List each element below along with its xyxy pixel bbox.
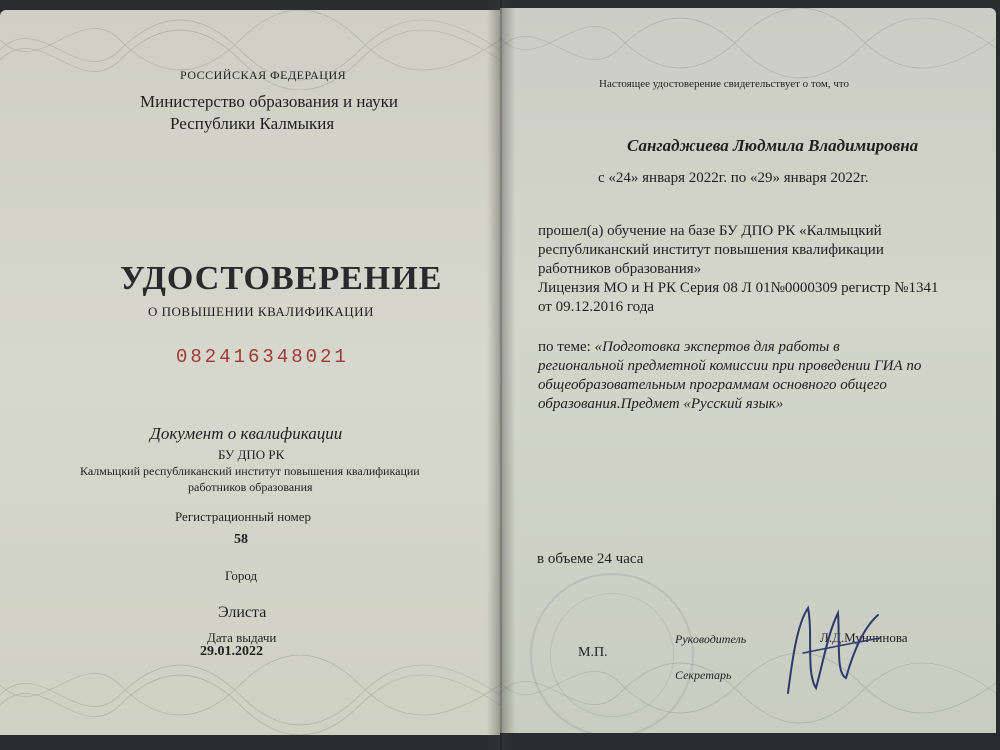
training-details [538, 222, 978, 317]
topic-line: региональной предметной комиссии при проведении ГИА по [538, 358, 922, 374]
topic-line: «Подготовка экспертов для работы в [594, 339, 840, 355]
book-spine [487, 0, 515, 750]
issue-date-value: 29.01.2022 [200, 644, 263, 659]
training-period: с «24» января 2022г. по «29» января 2022г. [598, 170, 869, 186]
registration-number-label: Регистрационный номер [175, 509, 311, 524]
signature-image [768, 593, 888, 703]
organization-full-name-line2: работников образования [188, 480, 313, 494]
training-line: прошел(а) обучение на базе БУ ДПО РК «Калмыцкий [538, 223, 882, 239]
training-line: от 09.12.2016 года [538, 299, 654, 315]
republic-name: Республики Калмыкия [170, 114, 335, 133]
topic-prefix: по теме: [538, 339, 595, 355]
training-line: Лицензия МО и Н РК Серия 08 Л 01№0000309 регистр №1341 [538, 280, 939, 296]
serial-number: 082416348021 [176, 346, 349, 368]
certificate-intro: Настоящее удостоверение свидетельствует о том, что [599, 78, 850, 90]
country-heading: РОССИЙСКАЯ ФЕДЕРАЦИЯ [180, 68, 347, 82]
city-label: Город [225, 568, 258, 583]
training-volume: в объеме 24 часа [537, 551, 644, 567]
organization-short-name: БУ ДПО РК [218, 447, 285, 462]
holder-name: Сангаджиева Людмила Владимировна [627, 136, 919, 155]
issue-date-label: Дата выдачи [207, 630, 277, 645]
document-title: УДОСТОВЕРЕНИЕ [120, 260, 443, 297]
stamp-watermark [530, 573, 694, 733]
training-line: работников образования» [538, 261, 702, 277]
training-line: республиканский институт повышения квалификации [538, 242, 884, 258]
guilloche-border-top [500, 8, 996, 88]
qualification-document-label: Документ о квалификации [150, 424, 343, 443]
document-subtitle: О ПОВЫШЕНИИ КВАЛИФИКАЦИИ [148, 304, 374, 319]
training-topic [538, 338, 978, 414]
registration-number-value: 58 [234, 532, 248, 547]
topic-line: общеобразовательным программам основного общего [538, 377, 887, 393]
ministry-name: Министерство образования и науки [140, 92, 398, 111]
organization-full-name-line1: Калмыцкий республиканский институт повышения квалификации [80, 464, 420, 478]
right-page [500, 8, 996, 733]
city-value: Элиста [218, 604, 267, 621]
topic-line: образования.Предмет «Русский язык» [538, 396, 784, 412]
stamp-place-label: М.П. [578, 645, 608, 660]
left-page [0, 10, 500, 735]
head-name: Л.Д.Мунчинова [820, 630, 908, 645]
guilloche-border-bottom [0, 655, 500, 735]
head-label: Руководитель [675, 632, 747, 646]
secretary-label: Секретарь [675, 668, 732, 682]
